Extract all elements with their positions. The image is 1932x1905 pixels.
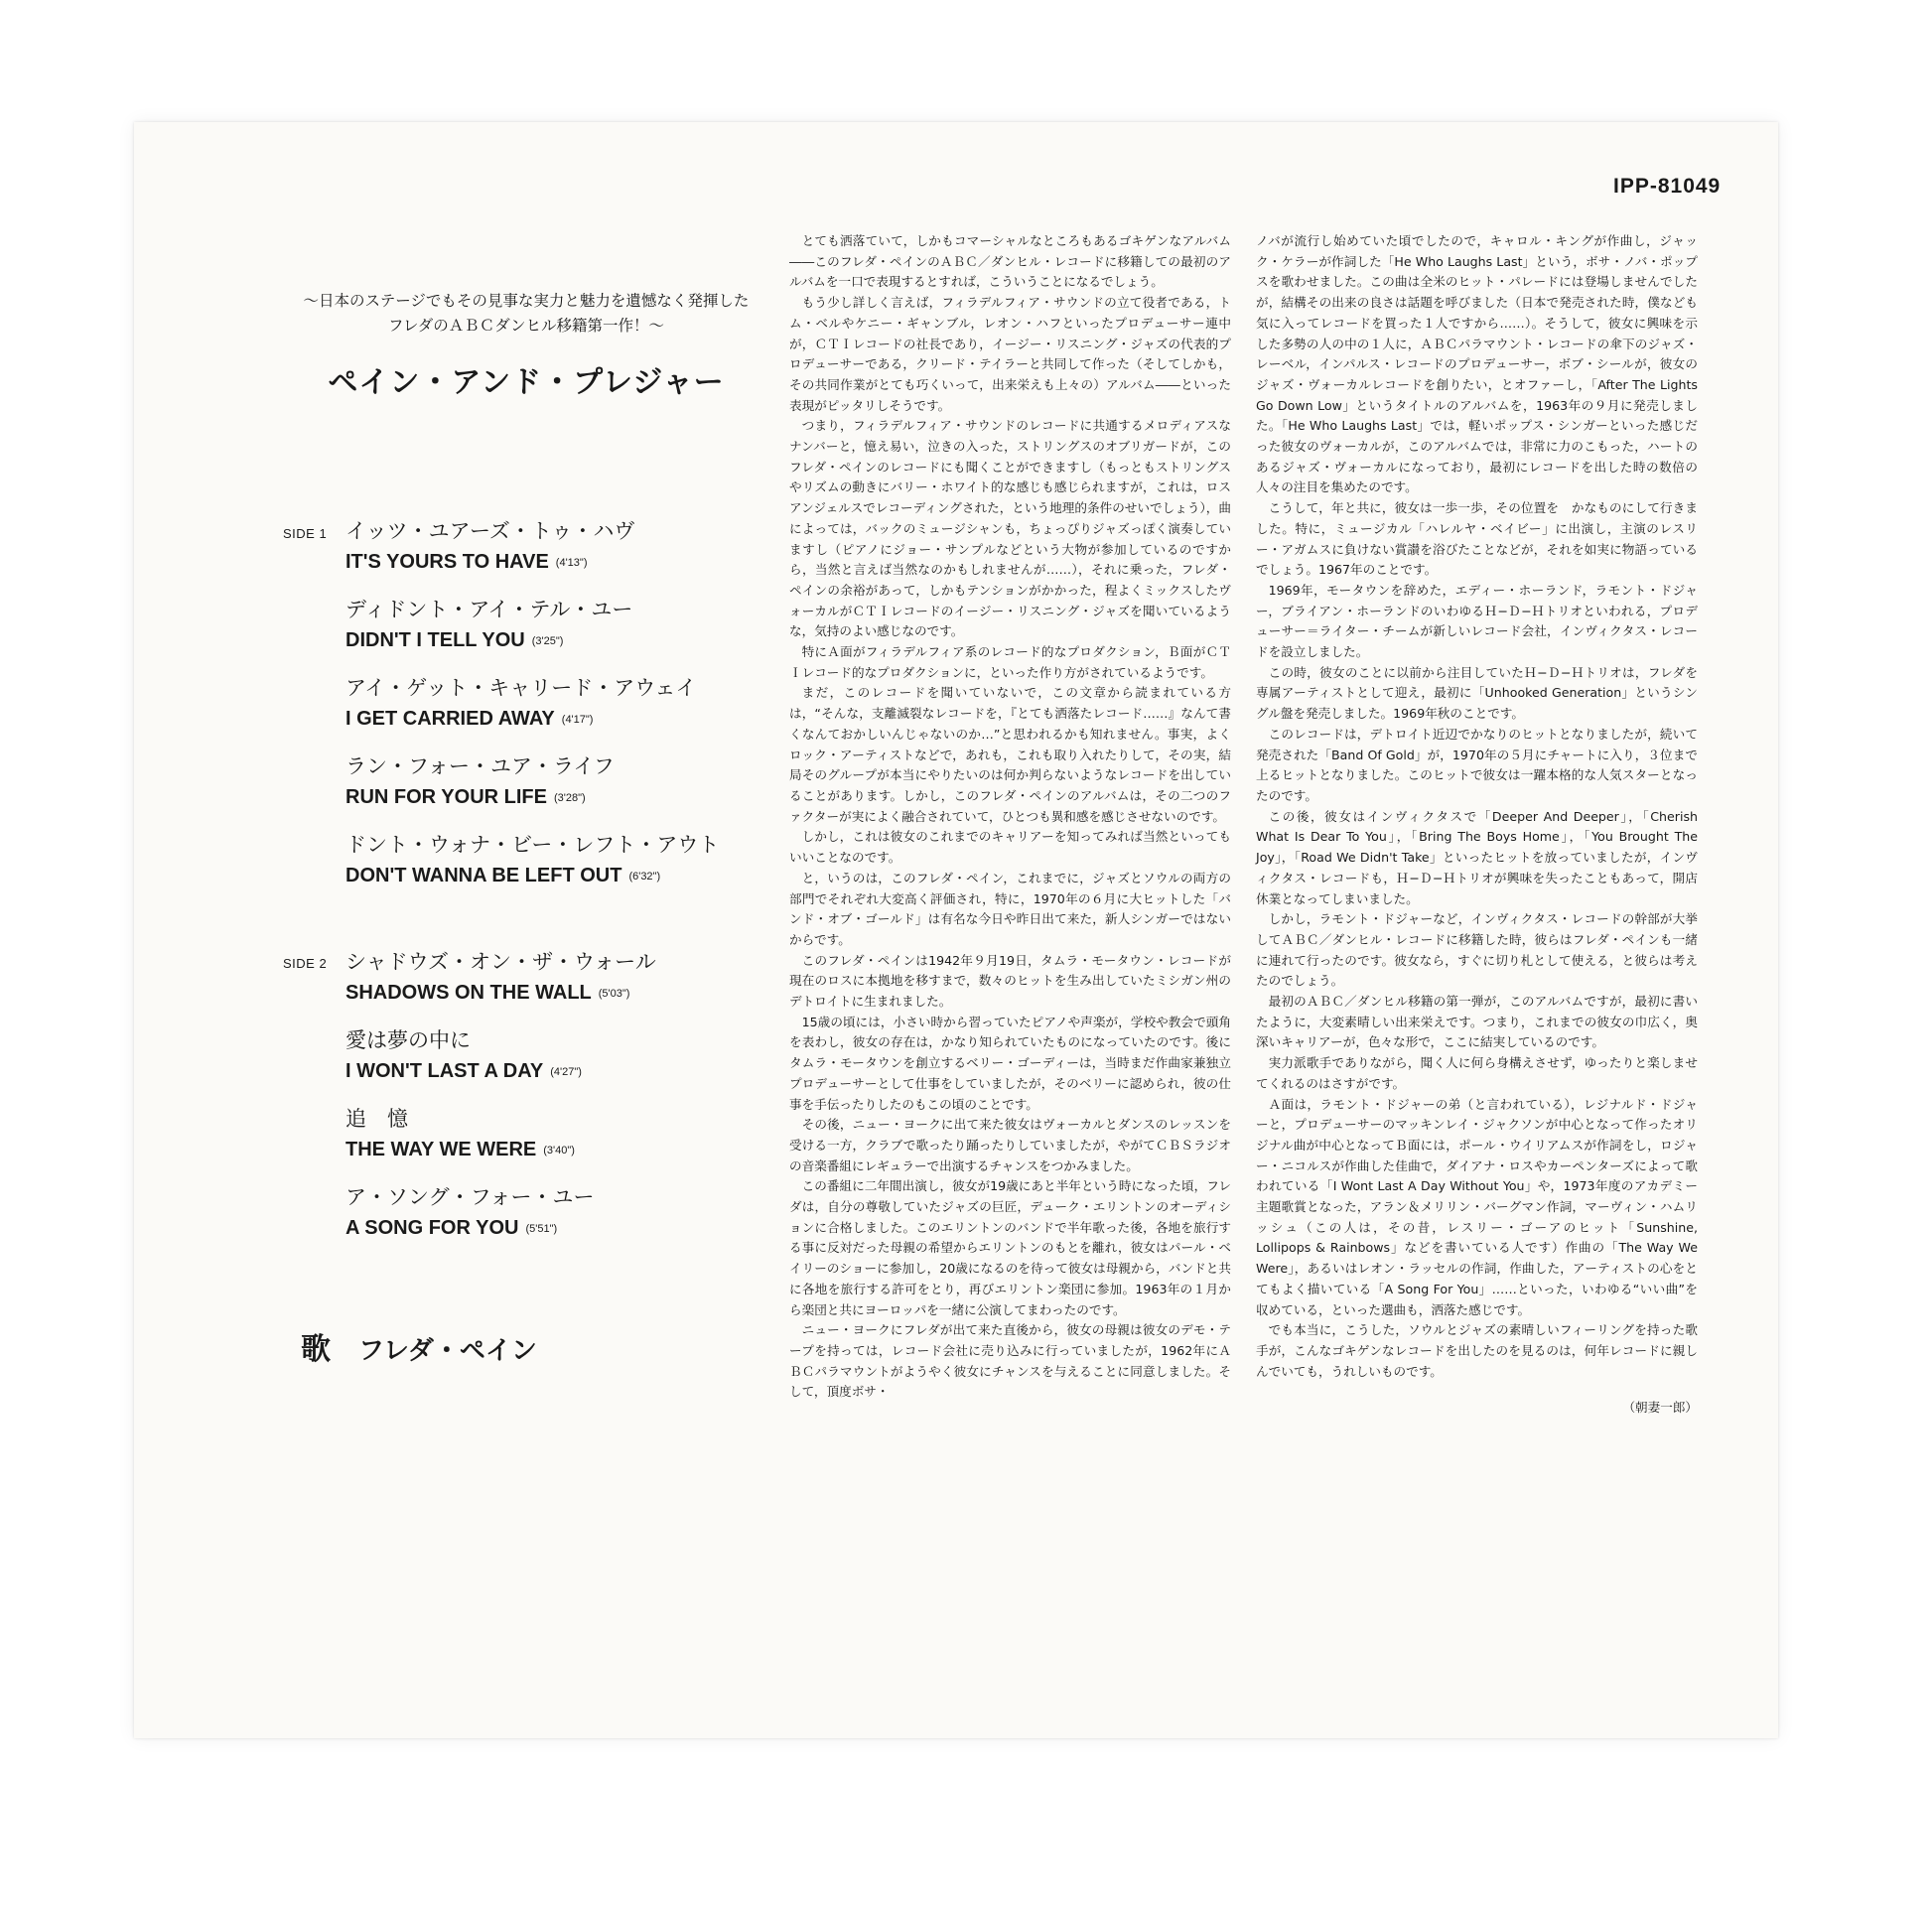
liner-paragraph: まだ，このレコードを聞いていないで，この文章から読まれている方は，“そんな，支離滅裂なレコードを，『とても洒落たレコード……』なんて書くなんておかしいんじゃないのか…”と思われるかも知れません。事実，よくロック・アーティストなどで，あれも，これも取り入れたりして，その実，結局そのグループが本当にやりたいのは何か判らないようなレコードを出していることがあります。しかし，このフレダ・ペインのアルバムは，その二つのファクターが実によく融合されていて，ひとつも異和感を感じさせないのです。	[789, 685, 1231, 824]
track-title-jp: ア・ソング・フォー・ユー	[345, 1185, 595, 1209]
track-list-item	[345, 674, 782, 733]
track-title-en: A SONG FOR YOU (5'51")	[345, 1217, 558, 1239]
track-title-en: DON'T WANNA BE LEFT OUT (6'32")	[345, 865, 661, 886]
track-title-en: SHADOWS ON THE WALL (5'03")	[345, 982, 630, 1004]
tagline-line-2: フレダのＡＢＣダンヒル移籍第一作！〜	[388, 317, 664, 335]
vocal-artist: フレダ・ペイン	[358, 1336, 537, 1366]
track-duration: (4'27")	[550, 1066, 582, 1078]
track-title-jp: ラン・フォー・ユア・ライフ	[345, 754, 615, 778]
track-duration: (4'17")	[561, 714, 594, 726]
track-duration: (4'13")	[555, 557, 588, 569]
liner-paragraph: このフレダ・ペインは1942年９月19日，タムラ・モータウン・レコードが現在のロスに本拠地を移すまで，数々のヒットを生み出していたミシガン州のデトロイトに生まれました。	[789, 952, 1231, 1010]
tagline-line-1: 〜日本のステージでもその見事な実力と魅力を遺憾なく発揮した	[303, 292, 750, 310]
track-title-jp: シャドウズ・オン・ザ・ウォール	[345, 950, 656, 974]
track-duration: (3'28")	[553, 792, 586, 804]
vocal-credit	[301, 1324, 537, 1368]
track-title-en: THE WAY WE WERE (3'40")	[345, 1139, 575, 1160]
liner-paragraph: ノバが流行し始めていた頃でしたので，キャロル・キングが作曲し，ジャック・ケラーが作詞した「He Who Laughs Last」という，ボサ・ノバ・ポップスを歌わせました。この曲は全米のヒット・パレードには登場しませんでしたが，結構その出来の良さは話題を呼びました（日本で発売された時，僕なども気に入ってレコードを買った１人ですから……）。そうして，彼女に興味を示した多勢の人の中の１人に，ＡＢＣパラマウント・レコードの傘下のジャズ・レーベル，インパルス・レコードのプロデューサー，ボブ・シールが，彼女のジャズ・ヴォーカルレコードを創りたい，とオファーし，「After The Lights Go Down Low」というタイトルのアルバムを，1963年の９月に発売しました。「He Who Laughs Last」では，軽いポップス・シンガーといった感じだった彼女のヴォーカルが，このアルバムでは，非常に力のこもった，ハートのあるジャズ・ヴォーカルになっており，最初にレコードを出した時の数倍の人々の注目を集めたのです。	[1256, 233, 1698, 495]
liner-paragraph: 特にＡ面がフィラデルフィア系のレコード的なプロダクション，Ｂ面がＣＴＩレコード的なプロダクションに，といった作り方がされているようです。	[789, 644, 1231, 680]
side-1-label: SIDE 1	[283, 526, 328, 541]
track-list-item	[345, 948, 782, 1007]
liner-paragraph: この時，彼女のことに以前から注目していたＨ−Ｄ−Ｈトリオは，フレダを専属アーティストとして迎え，最初に「Unhooked Generation」というシングル盤を発売しました。1969年秋のことです。	[1256, 664, 1698, 722]
track-duration: (3'40")	[543, 1145, 575, 1157]
track-list-item	[345, 831, 782, 889]
track-title-jp: イッツ・ユアーズ・トゥ・ハヴ	[345, 519, 635, 543]
liner-paragraph: と，いうのは，このフレダ・ペイン，これまでに，ジャズとソウルの両方の部門でそれぞれ大変高く評価され，特に，1970年の６月に大ヒットした「バンド・オブ・ゴールド」は有名な今日や昨日出て来た，新人シンガーではないからです。	[789, 870, 1231, 947]
liner-paragraph: このレコードは，デトロイト近辺でかなりのヒットとなりましたが，続いて発売された「Band Of Gold」が，1970年の５月にチャートに入り，３位まで上るヒットとなりました。このヒットで彼女は一躍本格的な人気スターとなったのです。	[1256, 726, 1698, 803]
liner-paragraph: 1969年，モータウンを辞めた，エディー・ホーランド，ラモント・ドジャー，ブライアン・ホーランドのいわゆるＨ−Ｄ−Ｈトリオといわれる，プロデューサー＝ライター・チームが新しいレコード会社，インヴィクタス・レコードを設立しました。	[1256, 582, 1698, 660]
liner-paragraph: こうして，年と共に，彼女は一歩一歩，その位置を かなものにして行きました。特に，ミュージカル「ハレルヤ・ベイビー」に出演し，主演のレスリー・アガムスに負けない賞讃を浴びたことなどが，それを如実に物語っているでしょう。1967年のことです。	[1256, 500, 1698, 578]
liner-paragraph: もう少し詳しく言えば，フィラデルフィア・サウンドの立て役者である，トム・ベルやケニー・ギャンブル，レオン・ハフといったプロデューサー連中が，ＣＴＩレコードの社長であり，イージー・リスニング・ジャズの代表的プロデューサーである，クリード・テイラーと共同して作った（そしてしかも，その共同作業がとても巧くいって，出来栄えも上々の）アルバム――といった表現がピッタリしそうです。	[789, 295, 1231, 413]
track-list-item	[345, 517, 782, 576]
track-title-en: RUN FOR YOUR LIFE (3'28")	[345, 786, 586, 808]
track-duration: (5'51")	[525, 1223, 558, 1235]
liner-paragraph: ニュー・ヨークにフレダが出て来た直後から，彼女の母親は彼女のデモ・テープを持っては，レコード会社に売り込みに行っていましたが，1962年にＡＢＣパラマウントがようやく彼女にチャンスを与えることに同意しました。そして，頂度ボサ・	[789, 1322, 1231, 1400]
liner-paragraph: しかし，ラモント・ドジャーなど，インヴィクタス・レコードの幹部が大挙してＡＢＣ／ダンヒル・レコードに移籍した時，彼らはフレダ・ペインも一緒に連れて行ったのです。彼女なら，すぐに切り札として使える，と彼らは考えたのでしょう。	[1256, 911, 1698, 989]
track-list-item	[345, 1105, 782, 1163]
track-title-jp: ドント・ウォナ・ビー・レフト・アウト	[345, 833, 720, 857]
liner-paragraph: しかし，これは彼女のこれまでのキャリアーを知ってみれば当然といってもいいことなのです。	[789, 829, 1231, 866]
liner-signature: （朝妻一郎）	[1622, 1400, 1698, 1416]
catalog-number: IPP-81049	[1613, 175, 1722, 198]
track-list-item	[345, 1026, 782, 1085]
liner-notes-column-2	[1256, 231, 1698, 1419]
liner-paragraph: 実力派歌手でありながら，聞く人に何ら身構えさせず，ゆったりと楽しませてくれるのはさすがです。	[1256, 1055, 1698, 1091]
track-title-jp: アイ・ゲット・キャリード・アウェイ	[345, 676, 697, 700]
track-list-item	[345, 596, 782, 654]
track-title-en: I WON'T LAST A DAY (4'27")	[345, 1060, 582, 1082]
track-list-item	[345, 752, 782, 811]
track-duration: (5'03")	[598, 988, 630, 1000]
liner-paragraph: つまり，フィラデルフィア・サウンドのレコードに共通するメロディアスなナンバーと，憶え易い，泣きの入った，ストリングスのオブリガードが，このフレダ・ペインのレコードにも聞くことができますし（もっともストリングスやリズムの動きにバリー・ホワイト的な感じも感じられますが，これは，ロスアンジェルスでレコーディングされた，という地理的条件のせいでしょう），曲によっては，バックのミュージシャンも，ちょっぴりジャズっぽく演奏していますし（ピアノにジョー・サンプルなどという大物が参加しているのですから，当然と言えば当然なのかもしれませんが……），それに乗った，フレダ・ペインの余裕があって，しかもテンションがかかった，程よくミックスしたヴォーカルがＣＴＩレコードのイージー・リスニング・ジャズを聞いているような，気持のよい感じなのです。	[789, 418, 1231, 639]
track-title-en: IT'S YOURS TO HAVE (4'13")	[345, 551, 588, 573]
track-duration: (3'25")	[531, 635, 564, 647]
album-title: ペイン・アンド・プレジャー	[328, 365, 725, 400]
track-duration: (6'32")	[628, 871, 661, 883]
liner-paragraph: その後，ニュー・ヨークに出て来た彼女はヴォーカルとダンスのレッスンを受ける一方，クラブで歌ったり踊ったりしていましたが，やがてＣＢＳラジオの音楽番組にレギュラーで出演するチャンスをつかみました。	[789, 1117, 1231, 1173]
track-title-en: DIDN'T I TELL YOU (3'25")	[345, 629, 564, 651]
track-title-jp: 愛は夢の中に	[345, 1028, 471, 1052]
track-list-item	[345, 1183, 782, 1242]
liner-paragraph: この後，彼女はインヴィクタスで「Deeper And Deeper」，「Cherish What Is Dear To You」，「Bring The Boys Home」，「You Brought The Joy」，「Road We Didn't Take」といったヒットを放っていましたが，インヴィクタス・レコードも，Ｈ−Ｄ−Ｈトリオが興味を失ったこともあって，開店休業となってしまいました。	[1256, 808, 1698, 906]
liner-paragraph: Ａ面は，ラモント・ドジャーの弟（と言われている），レジナルド・ドジャーと，プロデューサーのマッキンレイ・ジャクソンが中心となって作ったオリジナル曲が中心となってＢ面には，ポール・ウイリアムスが作詞をし，ロジャー・ニコルスが作曲した佳曲で，ダイアナ・ロスやカーペンターズによって歌われている「I Wont Last A Day Without You」や，1973年度のアカデミー主題歌賞となった，アラン＆メリリン・バーグマン作詞，マーヴィン・ハムリッシュ（この人は，その昔，レスリー・ゴーアのヒット「Sunshine, Lollipops & Rainbows」などを書いている人です）作曲の「The Way We Were」，あるいはレオン・ラッセルの作詞，作曲した，アーティストの心をとてもよく描いている「A Song For You」……といった，いわゆる“いい曲”を収めている，といった選曲も，洒落た感じです。	[1256, 1096, 1698, 1317]
liner-paragraph: 最初のＡＢＣ／ダンヒル移籍の第一弾が，このアルバムですが，最初に書いたように，大変素晴しい出来栄えです。つまり，これまでの彼女の巾広く，奥深いキャリアーが，色々な形で，ここに結実しているのです。	[1256, 994, 1698, 1050]
liner-paragraph: でも本当に，こうした，ソウルとジャズの素晴しいフィーリングを持った歌手が，こんなゴキゲンなレコードを出したのを見るのは，何年レコードに親しんでいても，うれしいものです。	[1256, 1322, 1698, 1379]
liner-paragraph: とても洒落ていて，しかもコマーシャルなところもあるゴキゲンなアルバム――このフレダ・ペインのＡＢＣ／ダンヒル・レコードに移籍しての最初のアルバムを一口で表現するとすれば，こういうことになるでしょう。	[789, 233, 1231, 290]
track-title-jp: 追 憶	[345, 1107, 408, 1131]
side-2-label: SIDE 2	[283, 956, 328, 971]
liner-notes-column-1	[789, 231, 1231, 1403]
track-title-en: I GET CARRIED AWAY (4'17")	[345, 708, 594, 730]
liner-paragraph: 15歳の頃には，小さい時から習っていたピアノや声楽が，学校や教会で頭角を表わし，彼女の存在は，かなり知られていたものになっていたのです。後にタムラ・モータウンを創立するベリー・ゴーディーは，当時まだ作曲家兼独立プロデューサーとして仕事をしていましたが，そのベリーに認められ，彼の仕事を手伝ったりしたのもこの頃のことです。	[789, 1014, 1231, 1112]
liner-paragraph: この番組に二年間出演し，彼女が19歳にあと半年という時になった頃，フレダは，自分の尊敬していたジャズの巨匠，デューク・エリントンのオーディションに合格しました。このエリントンのバンドで半年歌った後，各地を旅行する事に反対だった母親の希望からエリントンのもとを離れ，彼女はパール・ベイリーのショーに参加し，20歳になるのを待って彼女は母親から，バンドと共に各地を旅行する許可をとり，再びエリントン楽団に参加。1963年の１月から楽団と共にヨーロッパを一緒に公演してまわったのです。	[789, 1178, 1231, 1317]
track-title-jp: ディドント・アイ・テル・ユー	[345, 598, 633, 621]
vocal-label: 歌	[301, 1332, 331, 1367]
